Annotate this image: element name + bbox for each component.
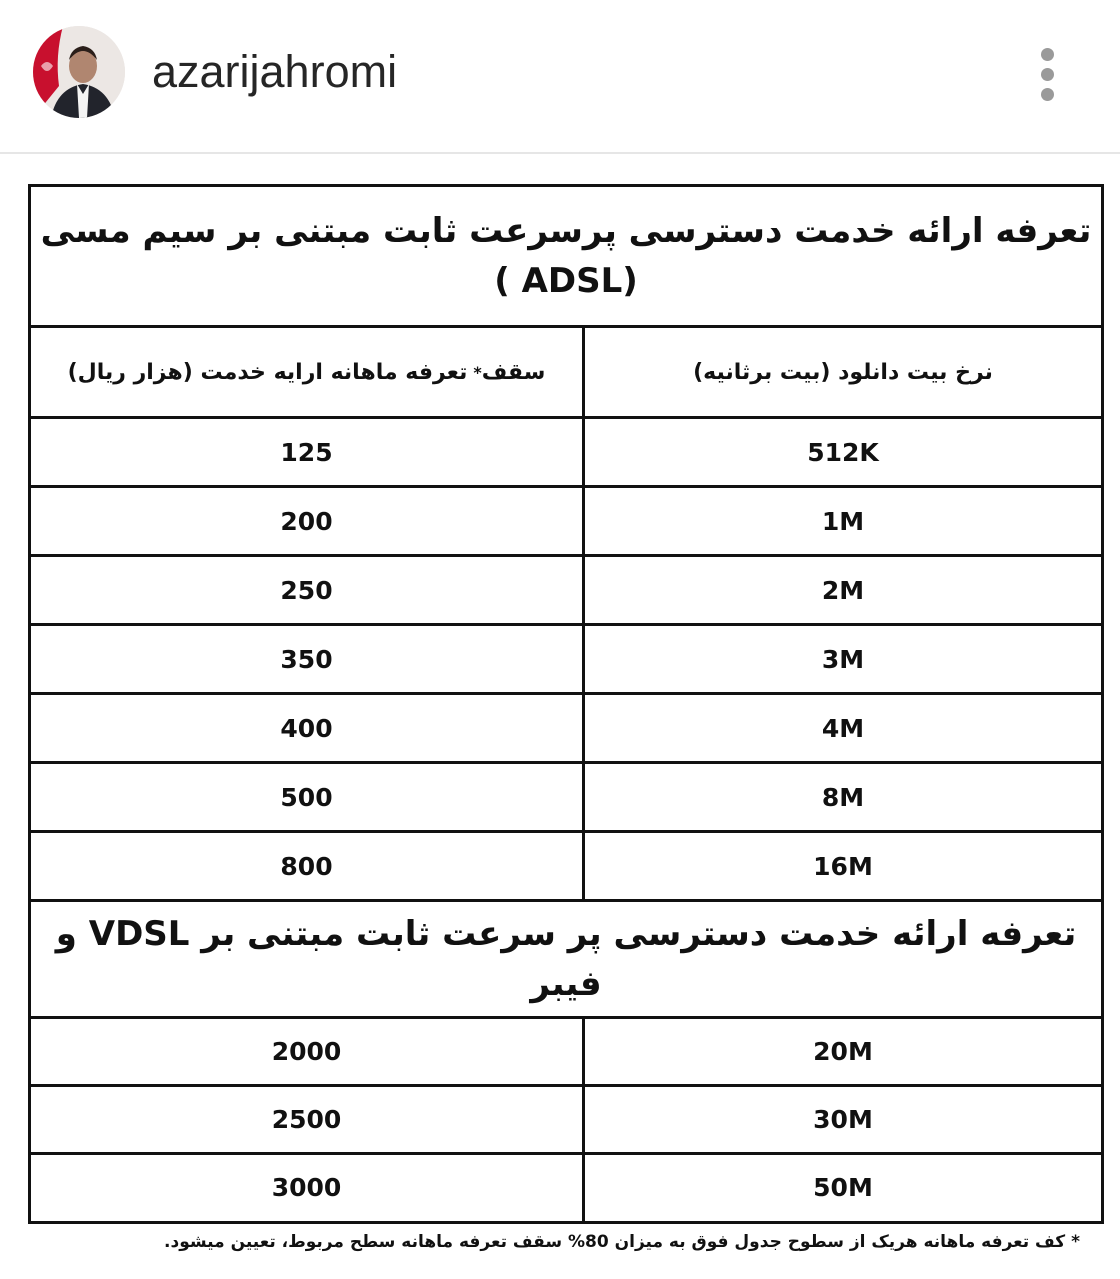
- tariff-table: [28, 184, 1104, 1224]
- adsl-price-cell: 250: [280, 575, 333, 605]
- adsl-speed-cell: 4M: [821, 713, 865, 743]
- adsl-speed-cell: 2M: [821, 575, 865, 605]
- more-options-button[interactable]: [1030, 44, 1066, 104]
- adsl-title: [31, 187, 1101, 325]
- vertical-dots-icon: [1041, 48, 1054, 61]
- footnote: * کف تعرفه ماهانه هریک از سطوح جدول فوق به میزان 80% سقف تعرفه ماهانه سطح مربوط، تعیین میشود.: [164, 1232, 1080, 1252]
- adsl-speed-cell: 16M: [813, 851, 873, 881]
- vdsl-title-line1: تعرفه ارائه خدمت دسترسی پر سرعت ثابت مبتنی بر VDSL و: [55, 914, 1077, 954]
- adsl-price-cell: 200: [280, 506, 333, 536]
- column-divider-vdsl: [582, 1019, 585, 1224]
- avatar[interactable]: [33, 26, 125, 118]
- column-divider-adsl: [582, 328, 585, 902]
- price-header-rest: تعرفه ماهانه ارایه خدمت (هزار ریال): [67, 359, 468, 385]
- adsl-title-line1: تعرفه ارائه خدمت دسترسی پرسرعت ثابت مبتنی بر سیم مسی: [40, 211, 1092, 251]
- speed-column-header: نرخ بیت دانلود (بیت برثانیه): [693, 359, 993, 385]
- vdsl-price-cell: 2500: [271, 1105, 342, 1134]
- vdsl-price-cell: 2000: [271, 1037, 342, 1066]
- post-image: [0, 154, 1120, 1279]
- vdsl-speed-cell: 30M: [813, 1105, 873, 1134]
- adsl-speed-cell: 512K: [807, 437, 879, 467]
- post-header: [0, 0, 1120, 154]
- adsl-price-cell: 800: [280, 851, 333, 881]
- adsl-price-cell: 125: [280, 437, 333, 467]
- price-column-header: [31, 328, 582, 416]
- adsl-speed-cell: 1M: [821, 506, 865, 536]
- adsl-price-cell: 400: [280, 713, 333, 743]
- adsl-price-cell: 350: [280, 644, 333, 674]
- adsl-speed-cell: 8M: [821, 782, 865, 812]
- username[interactable]: azarijahromi: [152, 46, 398, 97]
- adsl-price-cell: 500: [280, 782, 333, 812]
- vdsl-speed-cell: 20M: [813, 1037, 873, 1066]
- profile-photo-icon: [33, 26, 125, 118]
- vdsl-speed-cell: 50M: [813, 1173, 873, 1202]
- adsl-title-line2: ( ADSL): [494, 261, 638, 301]
- vdsl-price-cell: 3000: [271, 1173, 342, 1202]
- vdsl-title-line2: فیبر: [530, 964, 602, 1004]
- adsl-speed-cell: 3M: [821, 644, 865, 674]
- price-header-star: *: [473, 362, 482, 382]
- price-header-main: سقف: [481, 359, 546, 385]
- vdsl-title: [31, 902, 1101, 1016]
